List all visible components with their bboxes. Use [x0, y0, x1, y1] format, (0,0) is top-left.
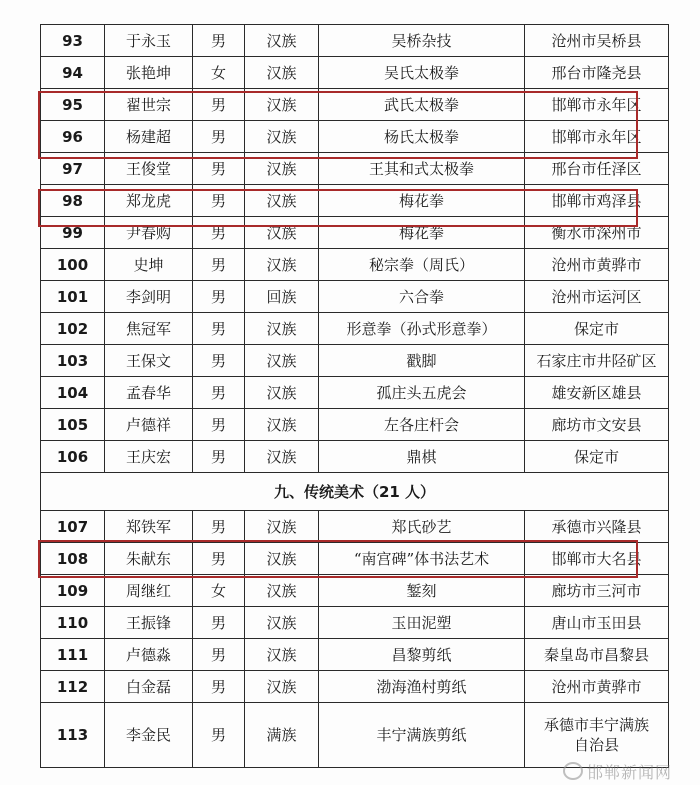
project-cell: 吴桥杂技: [319, 25, 525, 57]
region-line: 承德市丰宁满族: [543, 716, 649, 734]
table-row: [41, 639, 669, 671]
serial-number-cell: 107: [41, 511, 105, 543]
region-cell: 沧州市吴桥县: [525, 25, 669, 57]
table-row: [41, 89, 669, 121]
ethnicity-cell: 汉族: [245, 639, 319, 671]
serial-number-cell: 106: [41, 441, 105, 473]
weibo-icon: [563, 762, 583, 780]
gender-cell: 男: [193, 313, 245, 345]
project-cell: 丰宁满族剪纸: [319, 703, 525, 768]
serial-number-cell: 93: [41, 25, 105, 57]
name-cell: 白金磊: [105, 671, 193, 703]
ethnicity-cell: 汉族: [245, 25, 319, 57]
serial-number-cell: 94: [41, 57, 105, 89]
gender-cell: 男: [193, 185, 245, 217]
serial-number-cell: 112: [41, 671, 105, 703]
project-cell: 渤海渔村剪纸: [319, 671, 525, 703]
ethnicity-cell: 汉族: [245, 575, 319, 607]
roster-sheet: [40, 24, 668, 768]
gender-cell: 男: [193, 89, 245, 121]
project-cell: 錾刻: [319, 575, 525, 607]
region-cell: 廊坊市三河市: [525, 575, 669, 607]
project-cell: 梅花拳: [319, 185, 525, 217]
project-cell: 武氏太极拳: [319, 89, 525, 121]
region-cell: 邯郸市鸡泽县: [525, 185, 669, 217]
table-row: [41, 409, 669, 441]
name-cell: 翟世宗: [105, 89, 193, 121]
table-row: [41, 511, 669, 543]
project-cell: 王其和式太极拳: [319, 153, 525, 185]
project-cell: 梅花拳: [319, 217, 525, 249]
table-body-top: [41, 25, 669, 473]
ethnicity-cell: 汉族: [245, 441, 319, 473]
table-row: [41, 25, 669, 57]
table-row: [41, 249, 669, 281]
name-cell: 尹春购: [105, 217, 193, 249]
region-cell: 保定市: [525, 441, 669, 473]
region-cell: 邯郸市永年区: [525, 89, 669, 121]
region-line: 自治县: [573, 736, 619, 754]
gender-cell: 女: [193, 57, 245, 89]
ethnicity-cell: 汉族: [245, 57, 319, 89]
name-cell: 杨建超: [105, 121, 193, 153]
gender-cell: 男: [193, 409, 245, 441]
serial-number-cell: 99: [41, 217, 105, 249]
serial-number-cell: 113: [41, 703, 105, 768]
table-row: [41, 703, 669, 768]
project-cell: 孤庄头五虎会: [319, 377, 525, 409]
gender-cell: 男: [193, 121, 245, 153]
ethnicity-cell: 汉族: [245, 89, 319, 121]
serial-number-cell: 109: [41, 575, 105, 607]
serial-number-cell: 101: [41, 281, 105, 313]
serial-number-cell: 108: [41, 543, 105, 575]
ethnicity-cell: 回族: [245, 281, 319, 313]
gender-cell: 男: [193, 671, 245, 703]
gender-cell: 男: [193, 377, 245, 409]
table-row: [41, 185, 669, 217]
region-cell: 邢台市隆尧县: [525, 57, 669, 89]
name-cell: 张艳坤: [105, 57, 193, 89]
serial-number-cell: 96: [41, 121, 105, 153]
region-cell: 承德市兴隆县: [525, 511, 669, 543]
name-cell: 孟春华: [105, 377, 193, 409]
region-cell: 秦皇岛市昌黎县: [525, 639, 669, 671]
project-cell: “南宫碑”体书法艺术: [319, 543, 525, 575]
project-cell: 昌黎剪纸: [319, 639, 525, 671]
gender-cell: 男: [193, 249, 245, 281]
gender-cell: 男: [193, 639, 245, 671]
heritage-inheritor-table: [40, 24, 669, 768]
table-row: [41, 575, 669, 607]
serial-number-cell: 110: [41, 607, 105, 639]
ethnicity-cell: 汉族: [245, 671, 319, 703]
gender-cell: 男: [193, 153, 245, 185]
name-cell: 卢德淼: [105, 639, 193, 671]
ethnicity-cell: 汉族: [245, 121, 319, 153]
serial-number-cell: 103: [41, 345, 105, 377]
serial-number-cell: 100: [41, 249, 105, 281]
name-cell: 朱献东: [105, 543, 193, 575]
ethnicity-cell: 汉族: [245, 511, 319, 543]
ethnicity-cell: 汉族: [245, 543, 319, 575]
name-cell: 于永玉: [105, 25, 193, 57]
serial-number-cell: 105: [41, 409, 105, 441]
ethnicity-cell: 汉族: [245, 249, 319, 281]
table-row: [41, 377, 669, 409]
ethnicity-cell: 汉族: [245, 377, 319, 409]
region-cell: 石家庄市井陉矿区: [525, 345, 669, 377]
ethnicity-cell: 汉族: [245, 409, 319, 441]
gender-cell: 男: [193, 543, 245, 575]
gender-cell: 男: [193, 607, 245, 639]
region-cell: 沧州市黄骅市: [525, 249, 669, 281]
project-cell: 六合拳: [319, 281, 525, 313]
project-cell: 左各庄杆会: [319, 409, 525, 441]
table-row: [41, 217, 669, 249]
gender-cell: 女: [193, 575, 245, 607]
region-cell: 邢台市任泽区: [525, 153, 669, 185]
gender-cell: 男: [193, 25, 245, 57]
region-cell: 保定市: [525, 313, 669, 345]
ethnicity-cell: 汉族: [245, 345, 319, 377]
name-cell: 卢德祥: [105, 409, 193, 441]
table-body-bottom: [41, 511, 669, 768]
table-row: [41, 57, 669, 89]
name-cell: 李剑明: [105, 281, 193, 313]
section-row: [41, 473, 669, 511]
project-cell: 杨氏太极拳: [319, 121, 525, 153]
ethnicity-cell: 汉族: [245, 217, 319, 249]
project-cell: 鼎棋: [319, 441, 525, 473]
name-cell: 王保文: [105, 345, 193, 377]
gender-cell: 男: [193, 511, 245, 543]
name-cell: 王振锋: [105, 607, 193, 639]
region-cell: 沧州市运河区: [525, 281, 669, 313]
ethnicity-cell: 汉族: [245, 313, 319, 345]
gender-cell: 男: [193, 217, 245, 249]
table-row: [41, 607, 669, 639]
table-row: [41, 121, 669, 153]
gender-cell: 男: [193, 345, 245, 377]
name-cell: 王俊堂: [105, 153, 193, 185]
watermark: [563, 760, 672, 783]
region-cell: 邯郸市永年区: [525, 121, 669, 153]
serial-number-cell: 104: [41, 377, 105, 409]
ethnicity-cell: 汉族: [245, 607, 319, 639]
project-cell: 秘宗拳（周氏）: [319, 249, 525, 281]
project-cell: 吴氏太极拳: [319, 57, 525, 89]
watermark-text: 邯郸新闻网: [586, 763, 672, 782]
region-cell: 邯郸市大名县: [525, 543, 669, 575]
name-cell: 郑铁军: [105, 511, 193, 543]
serial-number-cell: 97: [41, 153, 105, 185]
table-row: [41, 671, 669, 703]
table-row: [41, 543, 669, 575]
table-row: [41, 281, 669, 313]
region-cell: 唐山市玉田县: [525, 607, 669, 639]
name-cell: 周继红: [105, 575, 193, 607]
gender-cell: 男: [193, 441, 245, 473]
serial-number-cell: 111: [41, 639, 105, 671]
ethnicity-cell: 汉族: [245, 185, 319, 217]
region-cell: 衡水市深州市: [525, 217, 669, 249]
table-row: [41, 441, 669, 473]
region-cell: [525, 703, 669, 768]
table-row: [41, 313, 669, 345]
project-cell: 戳脚: [319, 345, 525, 377]
region-cell: 廊坊市文安县: [525, 409, 669, 441]
name-cell: 郑龙虎: [105, 185, 193, 217]
project-cell: 形意拳（孙式形意拳）: [319, 313, 525, 345]
serial-number-cell: 102: [41, 313, 105, 345]
region-cell: 雄安新区雄县: [525, 377, 669, 409]
ethnicity-cell: 汉族: [245, 153, 319, 185]
section-title: 九、传统美术（21 人）: [41, 473, 669, 511]
table-row: [41, 153, 669, 185]
section-header-body: [41, 473, 669, 511]
serial-number-cell: 98: [41, 185, 105, 217]
name-cell: 史坤: [105, 249, 193, 281]
serial-number-cell: 95: [41, 89, 105, 121]
gender-cell: 男: [193, 703, 245, 768]
table-row: [41, 345, 669, 377]
project-cell: 玉田泥塑: [319, 607, 525, 639]
name-cell: 王庆宏: [105, 441, 193, 473]
ethnicity-cell: 满族: [245, 703, 319, 768]
name-cell: 李金民: [105, 703, 193, 768]
gender-cell: 男: [193, 281, 245, 313]
project-cell: 郑氏砂艺: [319, 511, 525, 543]
region-cell: 沧州市黄骅市: [525, 671, 669, 703]
name-cell: 焦冠军: [105, 313, 193, 345]
